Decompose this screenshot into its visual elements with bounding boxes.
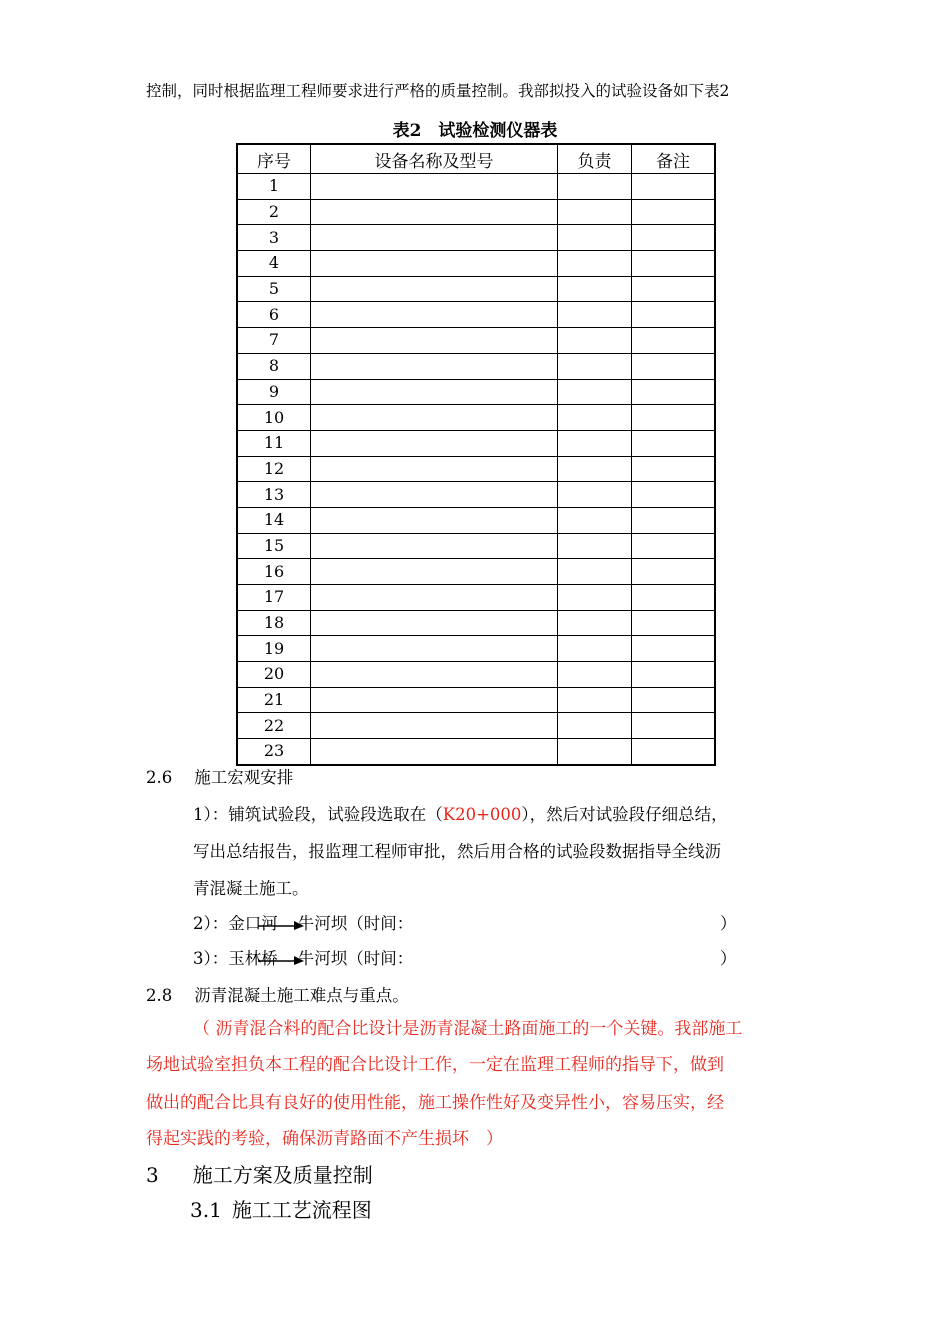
row-responsible [558,585,632,611]
table-row [237,713,715,739]
table-row [237,507,715,533]
key-points-line-1: （ 沥青混合料的配合比设计是沥青混凝土路面施工的一个关键。我部施工 [193,1019,743,1039]
row-remarks [632,276,716,302]
item-to: 牛河坝（时间： [297,949,414,968]
row-remarks [632,533,716,559]
table-caption: 表2 试验检测仪器表 [392,121,558,141]
row-remarks [632,739,716,765]
intro-paragraph: 控制，同时根据监理工程师要求进行严格的质量控制。我部拟投入的试验设备如下表2 [146,82,730,100]
row-serial: 8 [237,353,311,379]
arrangement-line-2: 写出总结报告，报监理工程师审批，然后用合格的试验段数据指导全线沥 [193,842,721,861]
row-serial: 14 [237,507,311,533]
header-responsible: 负责 [558,144,632,174]
close-paren: ） [720,949,737,968]
row-serial: 11 [237,430,311,456]
table-row [237,610,715,636]
row-remarks [632,687,716,713]
row-serial: 15 [237,533,311,559]
row-remarks [632,507,716,533]
row-remarks [632,302,716,328]
section-title: 施工方案及质量控制 [192,1163,373,1187]
table-row [237,687,715,713]
row-equipment-name [311,199,558,225]
row-responsible [558,507,632,533]
item-from: 2）：金口河 [193,914,278,933]
row-serial: 17 [237,585,311,611]
row-remarks [632,585,716,611]
section-heading-3-1 [190,1194,372,1223]
header-remarks: 备注 [632,144,716,174]
row-serial: 22 [237,713,311,739]
table-row [237,328,715,354]
row-responsible [558,174,632,200]
row-equipment-name [311,174,558,200]
row-responsible [558,482,632,508]
row-serial: 10 [237,405,311,431]
header-serial: 序号 [237,144,311,174]
row-remarks [632,379,716,405]
row-equipment-name [311,302,558,328]
row-equipment-name [311,739,558,765]
row-responsible [558,199,632,225]
row-equipment-name [311,328,558,354]
row-remarks [632,559,716,585]
header-equipment-name: 设备名称及型号 [311,144,558,174]
row-equipment-name [311,482,558,508]
table-row [237,302,715,328]
row-remarks [632,174,716,200]
table-row [237,405,715,431]
row-serial: 16 [237,559,311,585]
row-equipment-name [311,713,558,739]
row-responsible [558,353,632,379]
section-title: 沥青混凝土施工难点与重点。 [194,986,409,1005]
row-equipment-name [311,353,558,379]
row-equipment-name [311,636,558,662]
table-row [237,662,715,688]
table-row [237,199,715,225]
row-responsible [558,379,632,405]
row-responsible [558,251,632,277]
table-row [237,585,715,611]
table-header-row [237,144,715,174]
row-equipment-name [311,456,558,482]
row-serial: 6 [237,302,311,328]
section-number: 3 [146,1163,159,1187]
section-title: 施工宏观安排 [194,768,294,787]
row-remarks [632,353,716,379]
row-serial: 19 [237,636,311,662]
row-responsible [558,610,632,636]
row-remarks [632,456,716,482]
row-remarks [632,251,716,277]
row-remarks [632,636,716,662]
row-equipment-name [311,225,558,251]
table-row [237,739,715,765]
row-remarks [632,713,716,739]
arrangement-text: 1）：铺筑试验段，试验段选取在（ [193,805,443,824]
table-row [237,636,715,662]
key-points-line-4: 得起实践的考验，确保沥青路面不产生损坏 ） [146,1129,503,1149]
row-remarks [632,662,716,688]
row-serial: 3 [237,225,311,251]
table-row [237,533,715,559]
row-remarks [632,199,716,225]
row-equipment-name [311,430,558,456]
equipment-table [236,143,716,766]
key-points-line-2: 场地试验室担负本工程的配合比设计工作，一定在监理工程师的指导下，做到 [146,1055,724,1075]
row-equipment-name [311,559,558,585]
table-row [237,174,715,200]
row-serial: 7 [237,328,311,354]
row-responsible [558,302,632,328]
item-to: 牛河坝（时间： [297,914,414,933]
section-number: 2.6 [146,768,173,787]
row-serial: 1 [237,174,311,200]
row-equipment-name [311,405,558,431]
row-remarks [632,482,716,508]
arrangement-line-3: 青混凝土施工。 [193,879,309,898]
row-remarks [632,328,716,354]
row-serial: 18 [237,610,311,636]
row-responsible [558,533,632,559]
table-row [237,430,715,456]
section-number: 3.1 [190,1198,222,1222]
table-row [237,276,715,302]
row-equipment-name [311,276,558,302]
section-number: 2.8 [146,986,173,1005]
table-row [237,225,715,251]
row-serial: 13 [237,482,311,508]
row-remarks [632,405,716,431]
section-title: 施工工艺流程图 [231,1198,372,1222]
row-responsible [558,662,632,688]
arrangement-item-2 [193,910,413,934]
row-serial: 5 [237,276,311,302]
station-number: K20+000 [442,805,522,824]
row-equipment-name [311,251,558,277]
arrangement-text-end: ），然后对试验段仔细总结， [521,805,728,824]
row-serial: 9 [237,379,311,405]
row-remarks [632,225,716,251]
row-equipment-name [311,585,558,611]
table-row [237,482,715,508]
table-row [237,559,715,585]
row-responsible [558,687,632,713]
row-responsible [558,328,632,354]
row-serial: 23 [237,739,311,765]
row-responsible [558,405,632,431]
row-equipment-name [311,662,558,688]
row-serial: 20 [237,662,311,688]
row-responsible [558,636,632,662]
row-responsible [558,713,632,739]
section-heading-2-6 [146,764,293,788]
row-equipment-name [311,687,558,713]
close-paren: ） [720,914,737,933]
row-serial: 2 [237,199,311,225]
row-responsible [558,739,632,765]
row-equipment-name [311,533,558,559]
table-row [237,456,715,482]
table-row [237,251,715,277]
row-responsible [558,225,632,251]
section-heading-3 [146,1159,373,1188]
row-remarks [632,610,716,636]
arrangement-line-1 [193,801,728,825]
row-responsible [558,276,632,302]
row-equipment-name [311,379,558,405]
row-serial: 12 [237,456,311,482]
table-row [237,353,715,379]
row-responsible [558,456,632,482]
table-row [237,379,715,405]
row-serial: 21 [237,687,311,713]
item-from: 3）：玉林桥 [193,949,278,968]
arrangement-item-3 [193,945,413,969]
row-responsible [558,430,632,456]
row-remarks [632,430,716,456]
row-equipment-name [311,610,558,636]
key-points-line-3: 做出的配合比具有良好的使用性能，施工操作性好及变异性小，容易压实，经 [146,1093,724,1113]
row-equipment-name [311,507,558,533]
row-serial: 4 [237,251,311,277]
row-responsible [558,559,632,585]
section-heading-2-8 [146,982,409,1006]
